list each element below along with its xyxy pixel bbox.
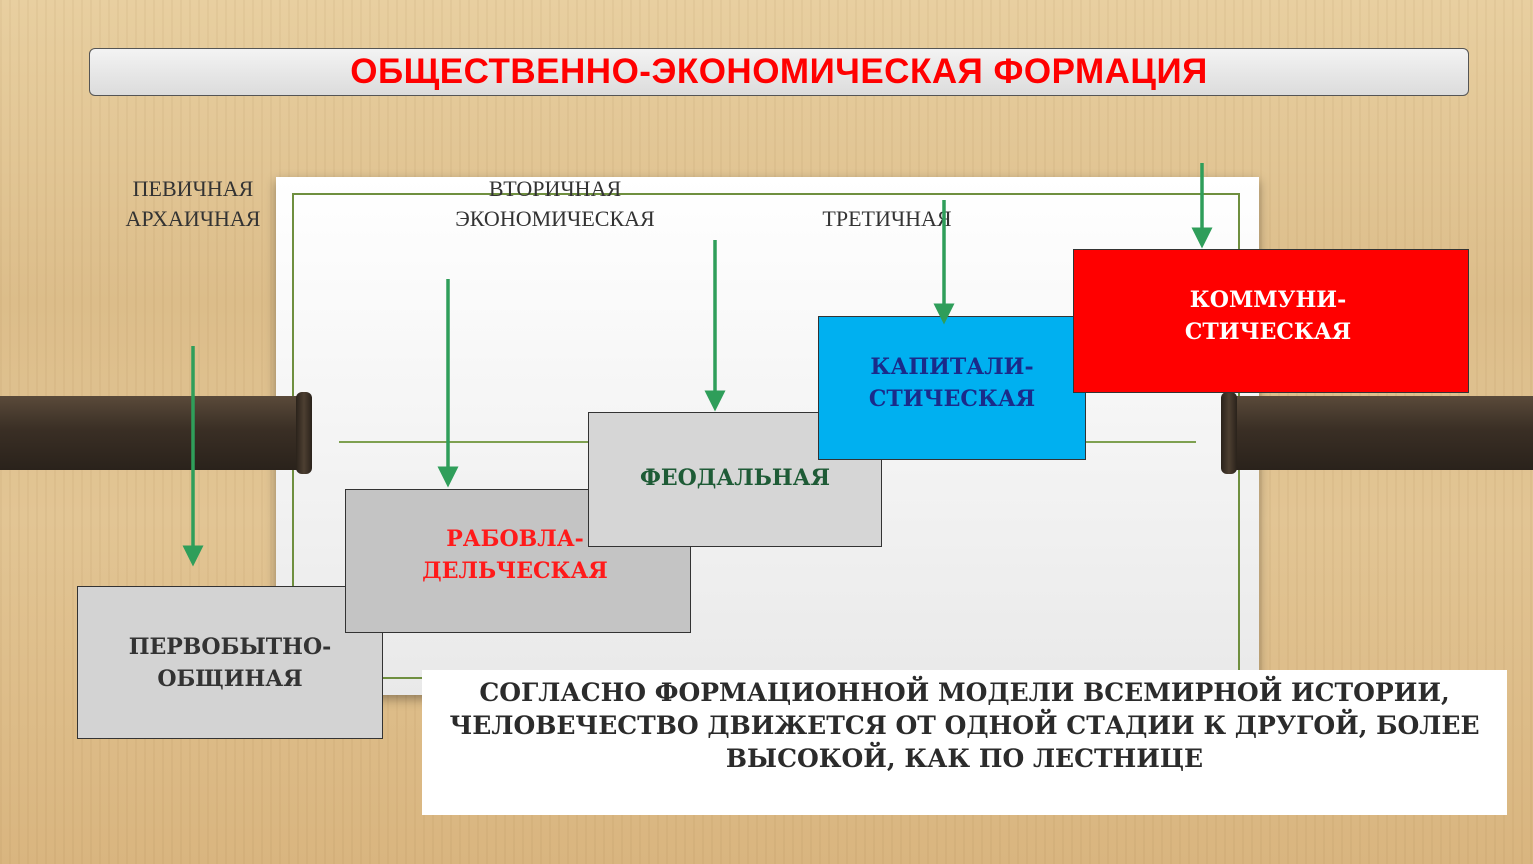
step-capitalist-label: КАПИТАЛИ- СТИЧЕСКАЯ bbox=[868, 354, 1036, 412]
label-primary-line-2: АРХАИЧНАЯ bbox=[125, 206, 261, 231]
step-communist-label: КОММУНИ- СТИЧЕСКАЯ bbox=[1184, 287, 1352, 345]
label-secondary-line-2: ЭКОНОМИЧЕСКАЯ bbox=[455, 206, 655, 231]
step-primitive-communal-label: ПЕРВОБЫТНО- ОБЩИНАЯ bbox=[128, 633, 332, 692]
note-text bbox=[422, 676, 1507, 775]
note-line: ЧЕЛОВЕЧЕСТВО ДВИЖЕТСЯ ОТ ОДНОЙ СТАДИИ К ДРУГОЙ, БОЛЕЕ bbox=[449, 711, 1480, 740]
label-secondary-line-1: ВТОРИЧНАЯ bbox=[488, 176, 622, 201]
page-title: ОБЩЕСТВЕННО-ЭКОНОМИЧЕСКАЯ ФОРМАЦИЯ bbox=[350, 52, 1208, 91]
note-box bbox=[422, 670, 1507, 815]
label-primary-line-1: ПЕВИЧНАЯ bbox=[132, 176, 254, 201]
note-line: СОГЛАСНО ФОРМАЦИОННОЙ МОДЕЛИ ВСЕМИРНОЙ ИСТОРИИ, bbox=[479, 678, 1450, 707]
label-tertiary-line: ТРЕТИЧНАЯ bbox=[822, 206, 952, 231]
note-line: ВЫСОКОЙ, КАК ПО ЛЕСТНИЦЕ bbox=[725, 744, 1204, 773]
step-slave-owning-label: РАБОВЛА- ДЕЛЬЧЕСКАЯ bbox=[422, 526, 608, 584]
step-feudal-label: ФЕОДАЛЬНАЯ bbox=[640, 464, 830, 491]
